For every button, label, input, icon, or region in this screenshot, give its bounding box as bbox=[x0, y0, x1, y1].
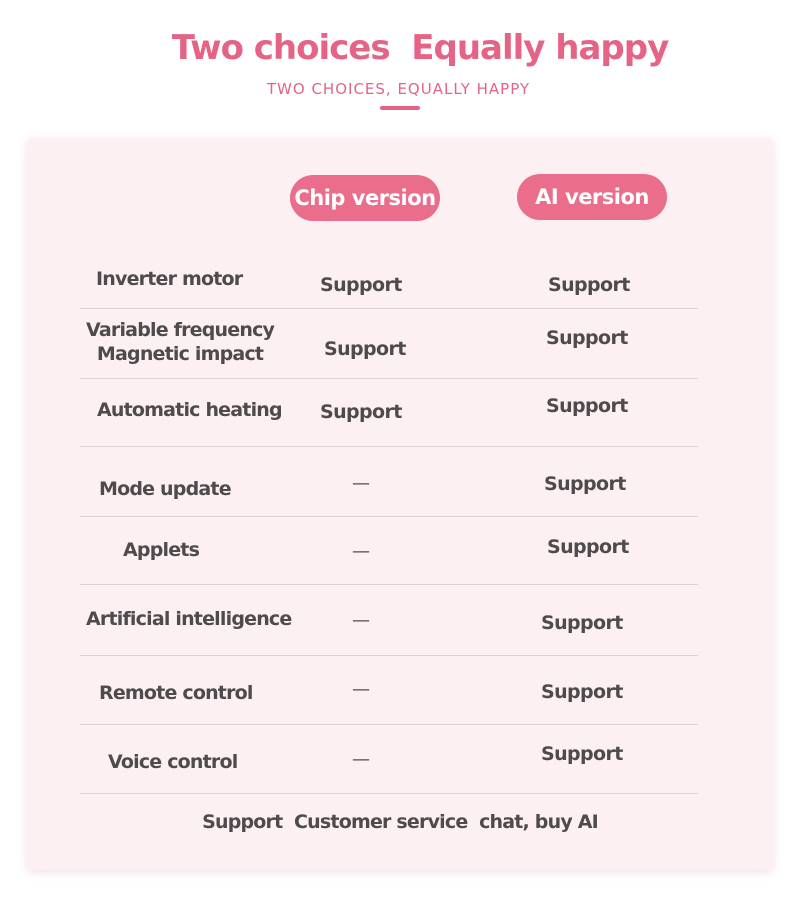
chip-support-value: Support bbox=[320, 274, 402, 296]
comparison-card bbox=[27, 138, 773, 870]
ai-support-value: Support bbox=[546, 327, 628, 349]
ai-support-value: Support bbox=[548, 274, 630, 296]
ai-support-value: Support bbox=[547, 536, 629, 558]
row-divider bbox=[80, 655, 698, 656]
chip-not-supported: — bbox=[352, 473, 370, 494]
row-divider bbox=[80, 516, 698, 517]
row-divider bbox=[80, 446, 698, 447]
chip-support-value: Support bbox=[320, 401, 402, 423]
row-divider bbox=[80, 378, 698, 379]
table-row bbox=[80, 608, 698, 648]
chip-version-badge: Chip version bbox=[290, 175, 440, 221]
chip-not-supported: — bbox=[352, 541, 370, 562]
feature-label: Artificial intelligence bbox=[86, 608, 292, 630]
feature-label: Variable frequency Magnetic impact bbox=[86, 319, 275, 365]
page-title: Two choices Equally happy bbox=[171, 28, 669, 68]
table-row bbox=[80, 396, 698, 436]
table-row bbox=[80, 538, 698, 578]
row-divider bbox=[80, 584, 698, 585]
ai-support-value: Support bbox=[544, 473, 626, 495]
ai-support-value: Support bbox=[546, 395, 628, 417]
feature-label: Remote control bbox=[99, 682, 253, 704]
title-underline bbox=[380, 106, 420, 110]
table-row bbox=[80, 266, 698, 306]
chip-not-supported: — bbox=[352, 749, 370, 770]
table-row bbox=[80, 474, 698, 514]
row-divider bbox=[80, 308, 698, 309]
chip-not-supported: — bbox=[352, 679, 370, 700]
ai-support-value: Support bbox=[541, 743, 623, 765]
table-row bbox=[80, 318, 698, 374]
feature-label: Mode update bbox=[99, 478, 231, 500]
chip-not-supported: — bbox=[352, 610, 370, 631]
footer-note: Support Customer service chat, buy AI bbox=[202, 811, 598, 833]
table-row bbox=[80, 678, 698, 718]
row-divider bbox=[80, 793, 698, 794]
feature-label: Automatic heating bbox=[97, 399, 282, 421]
feature-label: Inverter motor bbox=[96, 268, 243, 290]
page-subtitle: TWO CHOICES, EQUALLY HAPPY bbox=[266, 80, 531, 98]
ai-version-badge: AI version bbox=[517, 174, 667, 220]
ai-support-value: Support bbox=[541, 612, 623, 634]
chip-support-value: Support bbox=[324, 338, 406, 360]
feature-label: Applets bbox=[123, 539, 200, 561]
row-divider bbox=[80, 724, 698, 725]
table-row bbox=[80, 743, 698, 786]
feature-label: Voice control bbox=[108, 751, 238, 773]
ai-support-value: Support bbox=[541, 681, 623, 703]
